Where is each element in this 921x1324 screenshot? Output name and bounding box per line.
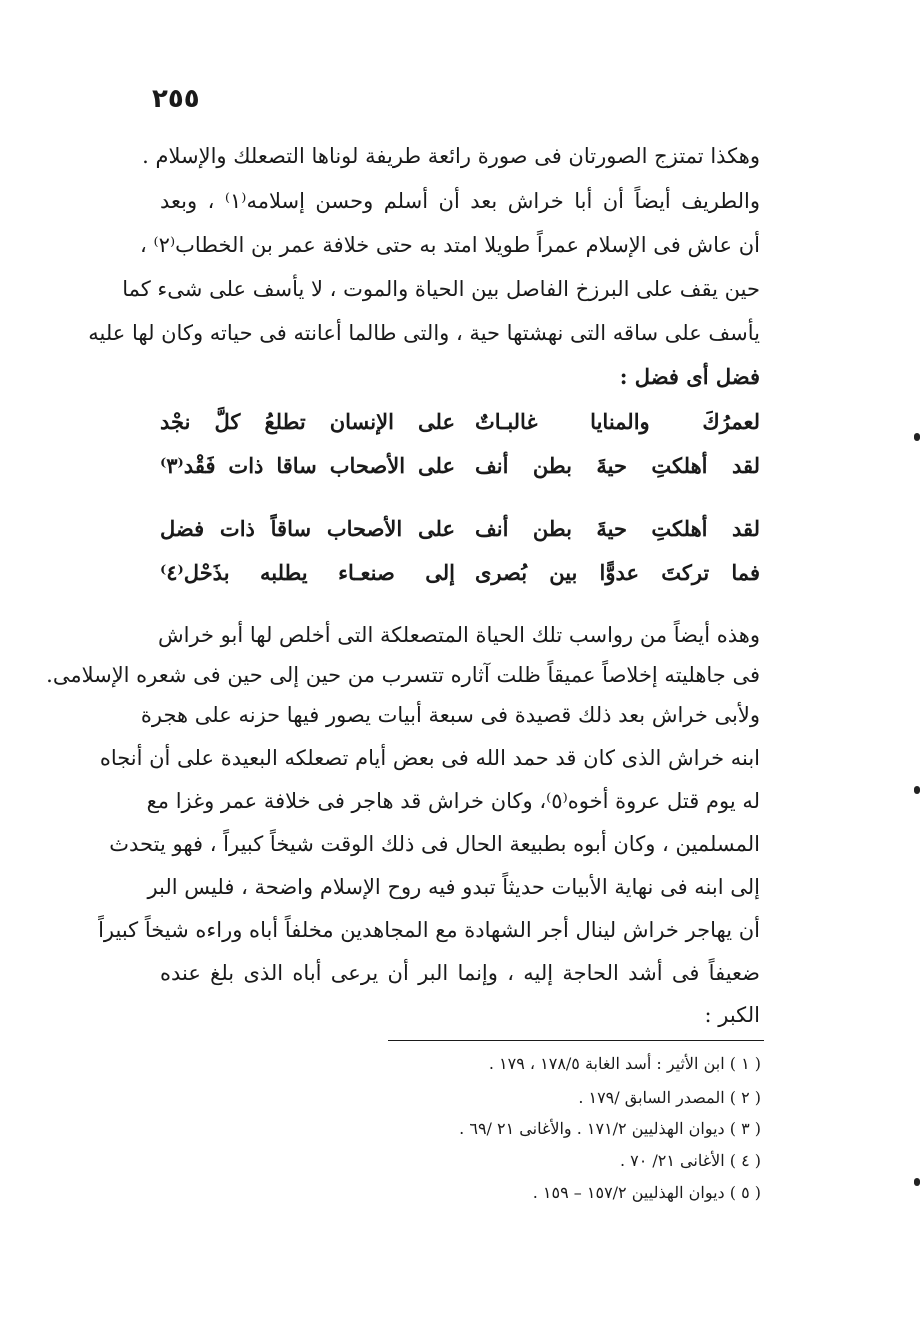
- footnote-separator: [388, 1040, 764, 1041]
- paragraph-line: ولأبى خراش بعد ذلك قصيدة فى سبعة أبيات يصور فيها حزنه على هجرة: [140, 703, 760, 727]
- scan-speck: [914, 433, 920, 441]
- paragraph-line: وهذه أيضاً من رواسب تلك الحياة المتصعلكة التى أخلص لها أبو خراش: [157, 623, 760, 647]
- paragraph-line: له يوم قتل عروة أخوه⁽٥⁾، وكان خراش قد هاجر فى خلافة عمر وغزا مع: [146, 789, 760, 813]
- paragraph-line: أن عاش فى الإسلام عمراً طويلا امتد به حتى خلافة عمر بن الخطاب⁽٢⁾ ،: [140, 233, 760, 257]
- footnote: ( ٥ ) ديوان الهذليين ١٥٧/٢ – ١٥٩ .: [532, 1183, 761, 1202]
- verse-first-hemistich: فما تركتَ عدوًّا بين بُصرى: [475, 560, 760, 585]
- paragraph-line: فضل أى فضل :: [619, 364, 760, 389]
- paragraph-line: إلى ابنه فى نهاية الأبيات حديثاً تبدو فيه روح الإسلام واضحة ، فليس البر: [147, 875, 760, 899]
- footnote: ( ٤ ) الأغانى ٢١/ ٧٠ .: [619, 1151, 761, 1170]
- scan-speck: [914, 1178, 920, 1186]
- verse-first-hemistich: لعمرُكَ والمنايا غالبـاتٌ: [475, 409, 760, 434]
- verse-first-hemistich: لقد أهلكتِ حيةَ بطن أنف: [475, 453, 760, 478]
- verse-second-hemistich: على الأصحاب ساقاً ذات فضل: [160, 516, 455, 541]
- paragraph-line: وهكذا تمتزج الصورتان فى صورة رائعة طريفة لوناها التصعلك والإسلام .: [142, 144, 760, 168]
- footnote: ( ٢ ) المصدر السابق /١٧٩ .: [578, 1088, 761, 1107]
- paragraph-line: ابنه خراش الذى كان قد حمد الله فى بعض أيام تصعلكه البعيدة على أن أنجاه: [99, 746, 760, 770]
- page-number: ٢٥٥: [152, 84, 200, 114]
- poem-verse: [160, 557, 760, 591]
- paragraph-line: يأسف على ساقه التى نهشتها حية ، والتى طالما أعانته فى حياته وكان لها عليه: [88, 321, 760, 345]
- poem-verse: [160, 406, 760, 440]
- footnote: ( ١ ) ابن الأثير : أسد الغابة ١٧٨/٥ ، ١٧٩ .: [488, 1054, 761, 1073]
- paragraph-line: أن يهاجر خراش لينال أجر الشهادة مع المجاهدين مخلفاً أباه وراءه شيخاً كبيراً: [98, 918, 760, 942]
- verse-second-hemistich: على الإنسان تطلعُ كلَّ نجْد: [160, 409, 455, 434]
- paragraph-line: المسلمين ، وكان أبوه بطبيعة الحال فى ذلك الوقت شيخاً كبيراً ، فهو يتحدث: [109, 832, 760, 856]
- verse-second-hemistich: إلى صنعـاء يطلبه بذَحْل⁽٤⁾: [160, 560, 455, 585]
- paragraph-line: والطريف أيضاً أن أبا خراش بعد أن أسلم وحسن إسلامه⁽١⁾ ، وبعد: [160, 189, 760, 213]
- poem-verse: [160, 450, 760, 484]
- footnote: ( ٣ ) ديوان الهذليين ١٧١/٢ . والأغانى ٢١ /٦٩ .: [459, 1119, 761, 1138]
- paragraph-line: الكبر :: [704, 1003, 760, 1027]
- verse-first-hemistich: لقد أهلكتِ حيةَ بطن أنف: [475, 516, 760, 541]
- paragraph-line: حين يقف على البرزخ الفاصل بين الحياة والموت ، لا يأسف على شىء كما: [122, 277, 760, 301]
- paragraph-line: فى جاهليته إخلاصاً عميقاً ظلت آثاره تتسرب من حين إلى حين فى شعره الإسلامى.: [46, 663, 760, 687]
- verse-second-hemistich: على الأصحاب ساقا ذات فَقْد⁽٣⁾: [160, 453, 455, 478]
- poem-verse: [160, 513, 760, 547]
- paragraph-line: ضعيفاً فى أشد الحاجة إليه ، وإنما البر أن يرعى أباه الذى بلغ عنده: [160, 961, 760, 985]
- scan-speck: [914, 786, 920, 794]
